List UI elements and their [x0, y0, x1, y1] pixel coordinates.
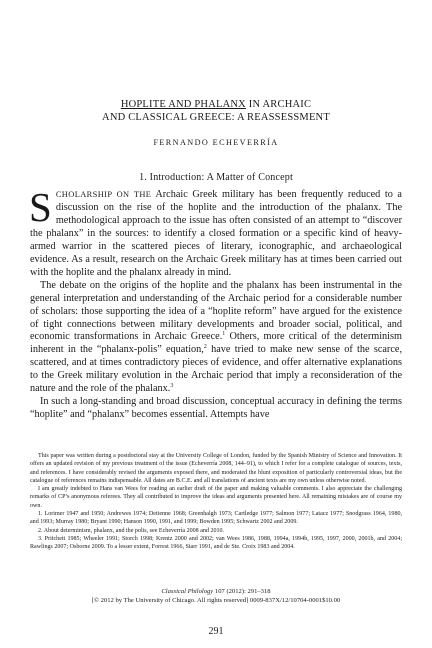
journal-footer: [0, 587, 432, 605]
body-text: [29, 184, 403, 422]
footnote-ref-1[interactable]: 1: [222, 331, 226, 338]
footnotes: [30, 452, 402, 552]
drop-cap: S: [29, 184, 52, 230]
article-title-line-2: AND CLASSICAL GREECE: A REASSESSMENT: [102, 112, 330, 123]
footnote-2: 2. About determinism, phalanx, and the polis, see Echeverría 2008 and 2010.: [38, 527, 225, 534]
title-underlined-phrase: HOPLITE AND PHALANX: [120, 99, 246, 110]
paragraph-1-text: Archaic Greek military has been frequently reduced to a discussion on the rise of the hoplite and the introduction of the phalanx. The methodological approach to the issue has often consisted of an attempt to “discover the phalanx” in the sources: to identify a closed formation or a specific kind of heavy-armed warrior in the scattered pieces of literary, iconographic, and archaeological evidence. As a result, research on the Archaic Greek military has at times been carried out with the hoplite and the phalanx already in mind.: [30, 189, 402, 278]
copyright-line: [© 2012 by The University of Chicago. All rights reserved] 0009-837X/12/10704-0001$10.00: [91, 597, 341, 604]
paragraph-3: In such a long-standing and broad discussion, conceptual accuracy in defining the terms “hoplite” and “phalanx” becomes essential. Attempts have: [30, 396, 402, 421]
paragraph-2: [30, 280, 402, 397]
title-block: [0, 98, 432, 147]
section-heading: 1. Introduction: A Matter of Concept: [139, 172, 293, 183]
journal-citation: [0, 587, 432, 596]
paragraph-2-part-b: Others, more critical of the determinism inherent in the “phalanx-polis” equation,: [30, 331, 402, 356]
journal-name: Classical Philology: [161, 588, 214, 595]
title-line-1-rest: IN ARCHAIC: [245, 99, 312, 110]
paragraph-2-part-c: have tried to make new sense of the scarce, scattered, and at times contradictory pieces of evidence, and offer alternative explanations to the Greek military evolution in the Archaic period that imply a reconsideration of the nature and the role of the phalanx.: [30, 344, 403, 395]
acknowledgement-note-2: I am greatly indebted to Hans van Wees for reading an earlier draft of the paper and making valuable comments. I also appreciate the challenging remarks of CP’s anonymous referees. They all contributed to improve the ideas and arguments presented here. All remaining mistakes are of course my own.: [30, 486, 402, 509]
journal-volume-pages: 107 (2012): 291–318: [213, 588, 271, 595]
footnote-3: 3. Pritchett 1985; Wheeler 1991; Storch 1998; Krentz 2000 and 2002; van Wees 1986, 1988, 1994a, 1994b, 1995, 1997, 2000, 2001b, and 2004; Rawlings 2007; Osborne 2009. To a lesser extent, Forrest 1966, Starr 1991, and de Ste. Croix 1983 and 2004.: [30, 535, 402, 551]
paragraph-2-part-a: The debate on the origins of the hoplite and the phalanx has been instrumental in the general interpretation and understanding of the Archaic period for a considerable number of scholars: those supporting the idea of a “hoplite reform” have argued for the existence of tight connections between military developments and broader social, political, and economic transformations in Archaic Greece.: [30, 279, 402, 343]
article-title-line-1: [0, 98, 432, 111]
footnote-ref-2[interactable]: 2: [203, 344, 207, 351]
author-name: FERNANDO ECHEVERRÍA: [153, 138, 279, 147]
footnote-1: 1. Lorimer 1947 and 1950; Andrewes 1974; Detienne 1968; Greenhalgh 1973; Cartledge 1977; Salmon 1977; Latacz 1977; Snodgrass 1964, 1980, and 1993; Murray 1980; Bryant 1990; Hanson 1990, 1991, and 1999; Bowden 1995; Schwartz 2002 and 2009.: [30, 511, 402, 526]
page-number: 291: [208, 626, 224, 637]
paragraph-1: [29, 184, 402, 280]
smallcaps-lead: CHOLARSHIP ON THE: [55, 190, 152, 199]
acknowledgement-note-1: This paper was written during a postdoctoral stay at the University College of London, funded by the Spanish Ministry of Science and Innovation. It offers an updated revision of my previous treatment of the issue (Echeverría 2008, 144–91), to which I refer for a complete catalogue of sources, texts, and references. I have considerably revised the arguments exposed there, and moderated the blunt exposition of particularly controversial ideas, but the catalogue of references remains indispensable. All dates are B.C.E. and all translations of ancient texts are my own unless otherwise noted.: [30, 453, 402, 484]
footnote-ref-3[interactable]: 3: [170, 383, 174, 390]
